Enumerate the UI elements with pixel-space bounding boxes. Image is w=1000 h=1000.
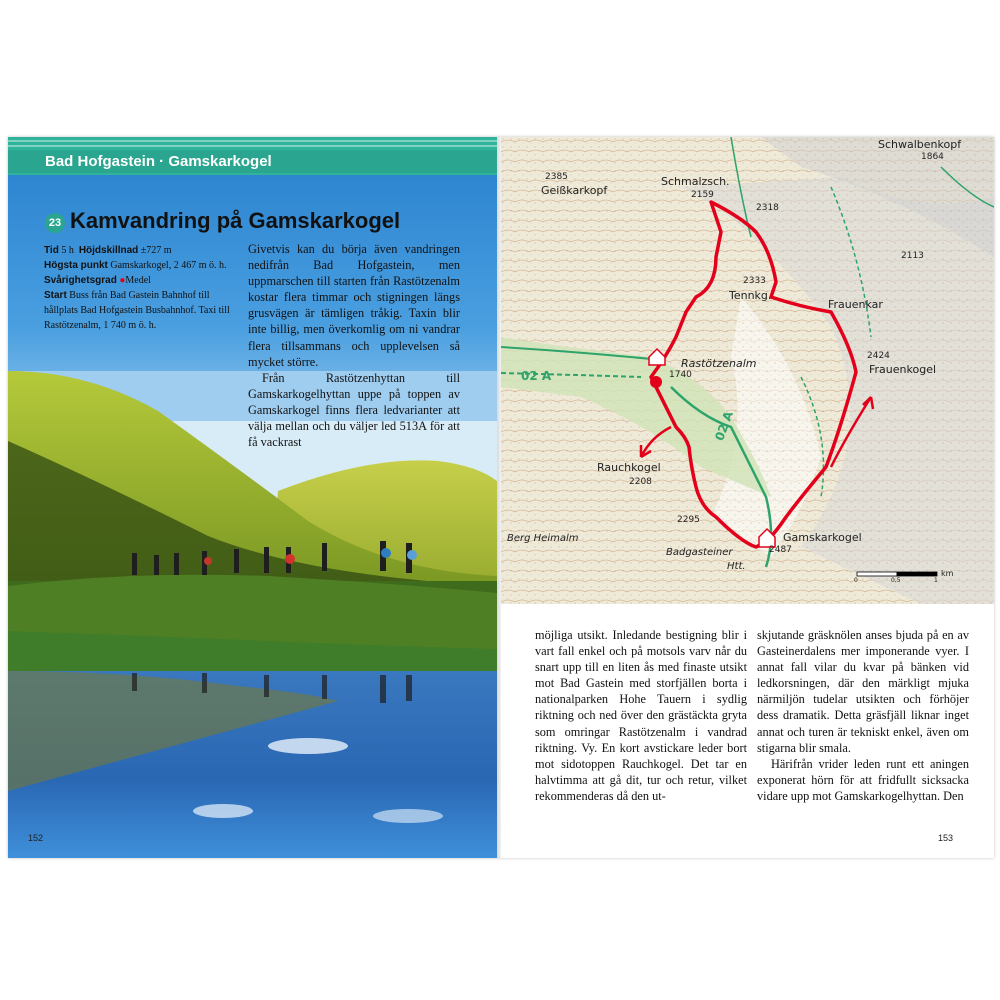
paragraph: möjliga utsikt. Inledande bestigning blir i vart fall enkel och på motsols varv når du snart upp till en liten ås med finaste utsikt mot Bad Gastein med storfjällen borta i nationalparken Hohe Tauern i sydlig riktning och ned över den grästäckta gryta som omringar Rastötzenalm i vandrad riktning. Vy. En kort avstickare leder bort mot sidotoppen Rauchkogel. Det tar en halvtimma att gå dit, tur och retur, vilket rekommenderas då den ut- <box>535 628 747 803</box>
text-column-2 <box>757 627 969 804</box>
map-label: 2113 <box>901 251 924 261</box>
map-label: 2318 <box>756 203 779 213</box>
map-label: 2295 <box>677 515 700 525</box>
map-label: Berg Heimalm <box>507 533 579 544</box>
map-label: Badgasteiner <box>666 547 733 558</box>
map-label: Schmalzsch. <box>661 175 730 188</box>
map-label: 2159 <box>691 190 714 200</box>
paragraph: Från Rastötzenhyttan till Gamskarkogelhyttan uppe på toppen av Gamskarkogel finns flera ledvarianter att välja mellan och du väljer led 513A för att få vackrast <box>248 370 460 450</box>
map-labels <box>501 137 994 604</box>
page-number-right: 153 <box>938 833 954 843</box>
map-label: Schwalbenkopf <box>878 138 962 151</box>
map-label: Gamskarkogel <box>783 531 862 544</box>
scale-label: 0,5 <box>891 577 901 584</box>
map-label: Frauenkogel <box>869 363 937 376</box>
chapter-header: Bad Hofgastein · Gamskarkogel <box>45 153 272 170</box>
route-facts: Tid 5 h Höjdskillnad ±727 m Högsta punkt Gamskarkogel, 2 467 m ö. h. Svårighetsgrad ●Medel Start Buss från Bad Gastein Bahnhof till hållplats Bad Hofgastein Busbahnhof. Taxi till Rastötzenalm, 1 740 m ö. h. <box>44 245 230 331</box>
book-spread <box>8 137 994 858</box>
page-number-left: 152 <box>28 833 44 843</box>
paragraph: Givetvis kan du börja även vandringen nedifrån Bad Hofgastein, men uppmarschen till starten från Rastötzenalm kostar flera timmar och stigningen längs grusvägen är tämligen tråkig. Taxin blir inte billig, men överkomlig om ni vandrar flera tillsammans och upplevelsen så mycket större. <box>248 242 460 369</box>
map-label: 2333 <box>743 276 766 286</box>
map-label: 1740 <box>669 370 692 380</box>
right-page <box>501 137 994 858</box>
map-label: 2385 <box>545 172 568 182</box>
scale-label: km <box>941 569 954 578</box>
map-label: 1864 <box>921 152 944 162</box>
intro-text <box>248 241 460 450</box>
map-label: Tennkg. <box>729 289 772 302</box>
map-label: 2208 <box>629 477 652 487</box>
paragraph: Härifrån vrider leden runt ett aningen exponerat hörn för att fridfullt sicksacka vidare upp mot Gamskarkogelhyttan. Den <box>757 756 969 803</box>
scale-label: 1 <box>934 577 938 584</box>
map-label: Htt. <box>727 561 746 572</box>
left-page <box>8 137 497 858</box>
map-label: 2487 <box>769 545 792 555</box>
scale-label: 0 <box>854 577 858 584</box>
route-number-badge: 23 <box>45 213 65 233</box>
map-label: 02 A <box>521 369 552 383</box>
text-column-1 <box>535 627 747 804</box>
route-title: Kamvandring på Gamskarkogel <box>70 208 401 233</box>
map-label: 02 A <box>712 409 736 443</box>
map-label: Frauenkar <box>828 298 883 311</box>
difficulty-dot-icon: ● <box>119 275 126 286</box>
map-label: Geißkarkopf <box>541 184 608 197</box>
map-label: Rauchkogel <box>597 461 661 474</box>
map-label: Rastötzenalm <box>681 357 757 370</box>
map-label: 2424 <box>867 351 890 361</box>
paragraph: skjutande gräsknölen anses bjuda på en av Gasteinerdalens mer imponerande vyer. I annat fall vilar du kvar på bänken vid ledkorsningen, där den märkligt mjuka närmiljön tudelar utsikten och förhöjer dess dramatik. Detta gräsfjäll liknar inget annat och turen är tekniskt enkel, även om stigarna blir smala. <box>757 628 969 755</box>
